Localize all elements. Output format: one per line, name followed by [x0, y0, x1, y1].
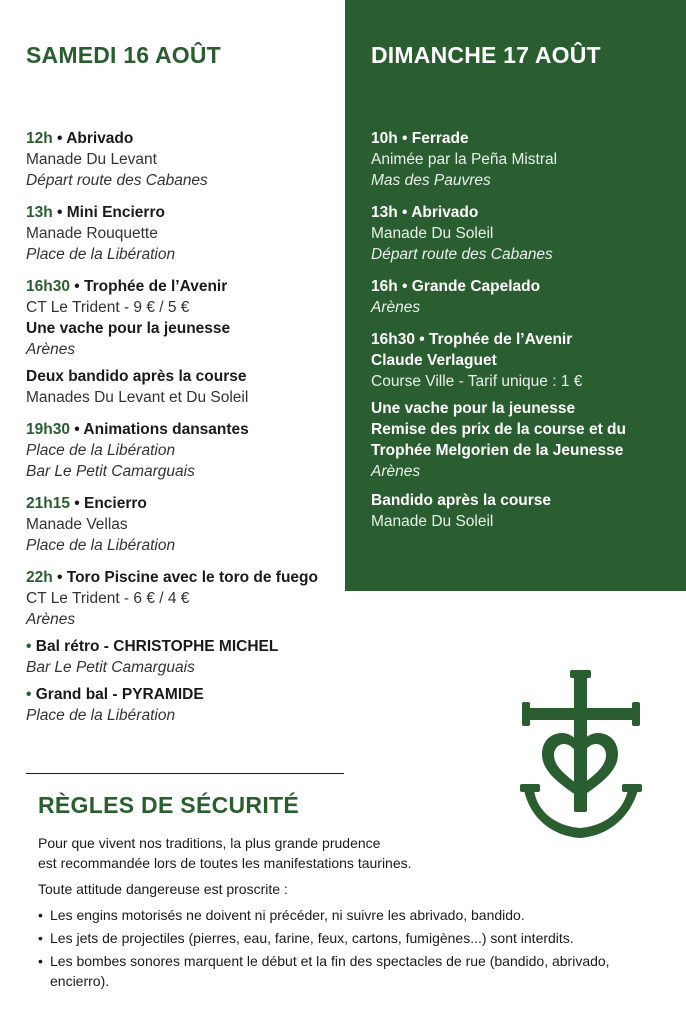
rules-section [38, 833, 668, 994]
event [26, 684, 342, 726]
event-time: 21h15 [26, 495, 70, 512]
event-time: 13h [371, 204, 398, 221]
bullet: • [26, 638, 32, 655]
event: 13h • Mini Encierro Manade Rouquette Place de la Libération [26, 202, 342, 265]
event-organizer: Manade Du Levant [26, 151, 157, 168]
event-time: 16h30 [26, 278, 70, 295]
event-time: 12h [26, 130, 53, 147]
rule-item [38, 905, 668, 925]
event-organizer: Manade Du Soleil [371, 513, 494, 530]
sunday-title: DIMANCHE 17 AOÛT [371, 42, 601, 68]
bullet: • [38, 930, 43, 946]
event-title: Mini Encierro [66, 204, 165, 221]
event-title: Une vache pour la jeunesse [371, 400, 576, 417]
event-time: 16h [371, 278, 398, 295]
event-organizer: CT Le Trident - 6 € / 4 € [26, 590, 190, 607]
event-title: Trophée de l’Avenir [84, 278, 228, 295]
event-place: Place de la Libération [26, 537, 176, 554]
event-organizer: Manade Rouquette [26, 225, 158, 242]
event-title: Abrivado [411, 204, 479, 221]
rule-item [38, 951, 668, 991]
event-organizer: Manade Vellas [26, 516, 128, 533]
rule-text: Les bombes sonores marquent le début et la fin des spectacles de rue (bandido, abrivado, encierro). [50, 953, 610, 989]
event-title: Bal rétro - CHRISTOPHE MICHEL [35, 638, 279, 655]
event-time: 13h [26, 204, 53, 221]
event-subtitle: Une vache pour la jeunesse [26, 320, 231, 337]
event-organizer: Manades Du Levant et Du Soleil [26, 389, 249, 406]
event: 16h • Grande Capelado Arènes [371, 276, 671, 318]
event-title-line: Claude Verlaguet [371, 352, 497, 369]
event-place: Place de la Libération [26, 246, 176, 263]
camargue-cross-icon [520, 668, 642, 846]
rules-intro-line: Pour que vivent nos traditions, la plus grande prudence [38, 835, 381, 851]
rule-text: Les jets de projectiles (pierres, eau, farine, feux, cartons, fumigènes...) sont interdits. [50, 930, 574, 946]
rules-intro [38, 833, 668, 873]
event-organizer: CT Le Trident - 9 € / 5 € [26, 299, 190, 316]
event-time: 16h30 [371, 331, 415, 348]
event: 13h • Abrivado Manade Du Soleil Départ route des Cabanes [371, 202, 671, 265]
rules-warning: Toute attitude dangereuse est proscrite : [38, 881, 288, 897]
event: 21h15 • Encierro Manade Vellas Place de la Libération [26, 493, 342, 556]
event-place: Bar Le Petit Camarguais [26, 463, 195, 480]
rules-title: RÈGLES DE SÉCURITÉ [38, 792, 299, 818]
event: 19h30 • Animations dansantes Place de la Libération Bar Le Petit Camarguais [26, 419, 342, 482]
event [26, 636, 342, 678]
event-place: Mas des Pauvres [371, 172, 491, 189]
event-place: Arènes [371, 463, 421, 480]
event-place: Arènes [26, 611, 76, 628]
event-title-line: Remise des prix de la course et du [371, 421, 626, 438]
event: 12h • Abrivado Manade Du Levant Départ route des Cabanes [26, 128, 342, 191]
rules-list [38, 905, 668, 991]
event-title: Bandido après la course [371, 492, 552, 509]
event-place: Place de la Libération [26, 707, 176, 724]
event-place: Départ route des Cabanes [371, 246, 553, 263]
event [371, 490, 671, 532]
bullet: • [26, 686, 32, 703]
event-title: Abrivado [66, 130, 134, 147]
event: 16h30 • Trophée de l’Avenir Claude Verlaguet Course Ville - Tarif unique : 1 € [371, 329, 671, 392]
event-title: Deux bandido après la course [26, 368, 247, 385]
event-place: Bar Le Petit Camarguais [26, 659, 195, 676]
event: 22h • Toro Piscine avec le toro de fuego CT Le Trident - 6 € / 4 € Arènes [26, 567, 342, 630]
event: 10h • Ferrade Animée par la Peña Mistral Mas des Pauvres [371, 128, 671, 191]
event-title-line: Trophée Melgorien de la Jeunesse [371, 442, 624, 459]
event-title: Toro Piscine avec le toro de fuego [66, 569, 318, 586]
event-place: Départ route des Cabanes [26, 172, 208, 189]
event-title: Grand bal - PYRAMIDE [35, 686, 204, 703]
event-organizer: Manade Du Soleil [371, 225, 494, 242]
event-place: Arènes [371, 299, 421, 316]
event-title: Trophée de l’Avenir [429, 331, 573, 348]
saturday-title: SAMEDI 16 AOÛT [26, 42, 221, 68]
rules-intro-line: est recommandée lors de toutes les manifestations taurines. [38, 855, 412, 871]
event [371, 398, 671, 482]
bullet: • [38, 907, 43, 923]
event-organizer: Course Ville - Tarif unique : 1 € [371, 373, 583, 390]
bullet: • [38, 953, 43, 969]
saturday-program [26, 128, 342, 737]
event-time: 10h [371, 130, 398, 147]
event-organizer: Animée par la Peña Mistral [371, 151, 558, 168]
event: 16h30 • Trophée de l’Avenir CT Le Trident - 9 € / 5 € Une vache pour la jeunesse Arènes [26, 276, 342, 360]
event-place: Arènes [26, 341, 76, 358]
event-time: 19h30 [26, 421, 70, 438]
event-title: Ferrade [411, 130, 469, 147]
event-title: Encierro [84, 495, 147, 512]
sunday-program [371, 128, 671, 543]
event-time: 22h [26, 569, 53, 586]
event [26, 366, 342, 408]
event-title: Animations dansantes [83, 421, 249, 438]
event-place: Place de la Libération [26, 442, 176, 459]
event-title: Grande Capelado [411, 278, 541, 295]
section-divider [26, 773, 344, 774]
rule-item [38, 928, 668, 948]
rule-text: Les engins motorisés ne doivent ni précéder, ni suivre les abrivado, bandido. [50, 907, 525, 923]
